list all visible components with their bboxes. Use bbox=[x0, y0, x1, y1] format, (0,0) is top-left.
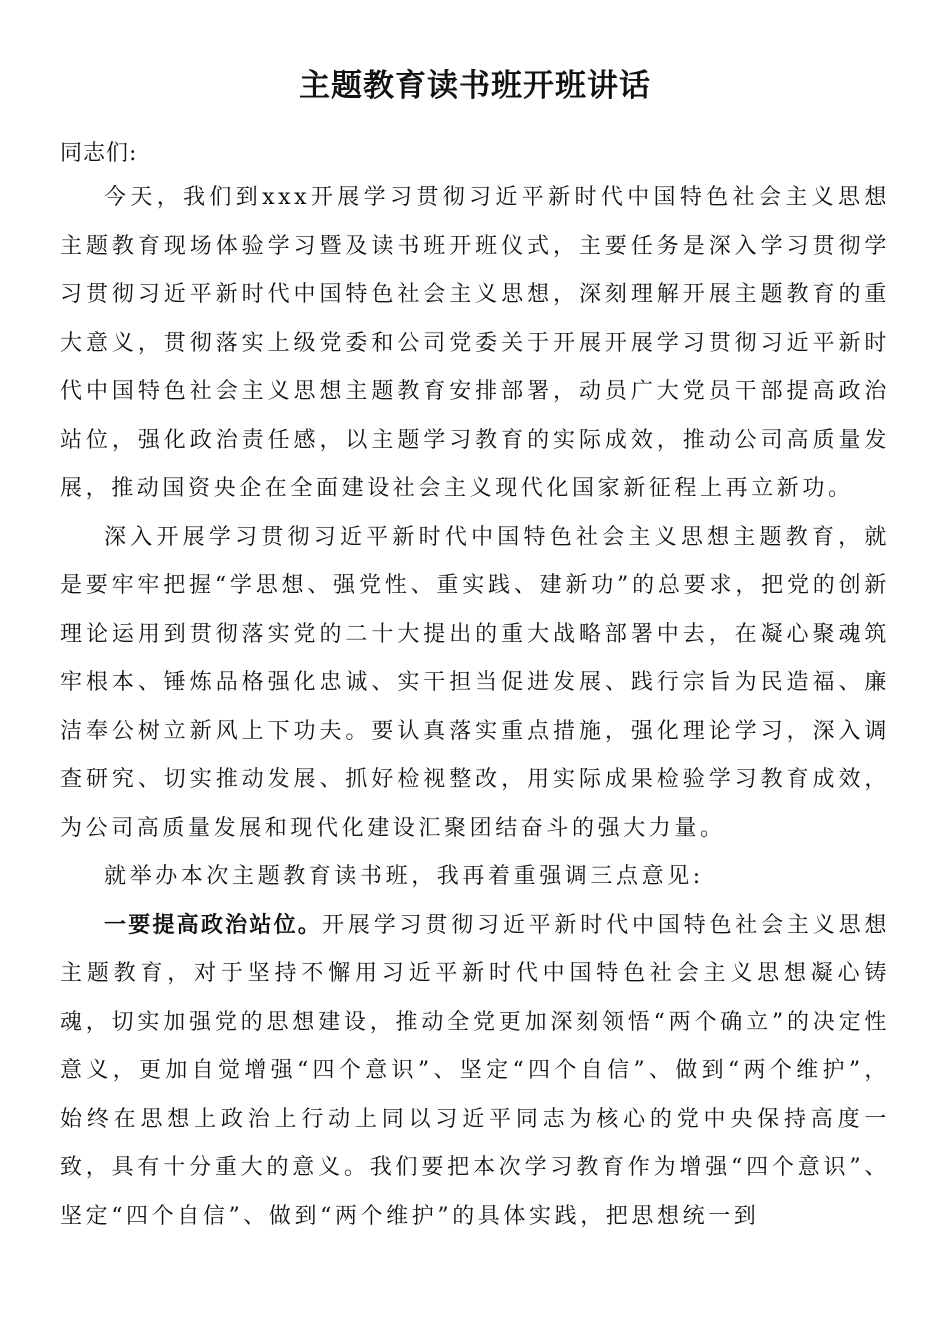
paragraph-2 bbox=[60, 514, 890, 854]
paragraph-text: 深入开展学习贯彻习近平新时代中国特色社会主义思想主题教育，就是要牢牢把握“学思想、强党性、重实践、建新功”的总要求，把党的创新理论运用到贯彻落实党的二十大提出的重大战略部署中去，在凝心聚魂筑牢根本、锤炼品格强化忠诚、实干担当促进发展、践行宗旨为民造福、廉洁奉公树立新风上下功夫。要认真落实重点措施，强化理论学习，深入调查研究、切实推动发展、抓好检视整改，用实际成果检验学习教育成效，为公司高质量发展和现代化建设汇聚团结奋斗的强大力量。 bbox=[60, 524, 890, 841]
paragraph-text: 开展学习贯彻习近平新时代中国特色社会主义思想主题教育，对于坚持不懈用习近平新时代中国特色社会主义思想凝心铸魂，切实加强党的思想建设，推动全党更加深刻领悟“两个确立”的决定性意义，更加自觉增强“四个意识”、坚定“四个自信”、做到“两个维护”，始终在思想上政治上行动上同以习近平同志为核心的党中央保持高度一致，具有十分重大的意义。我们要把本次学习教育作为增强“四个意识”、坚定“四个自信”、做到“两个维护”的具体实践，把思想统一到 bbox=[60, 912, 890, 1229]
paragraph-1 bbox=[60, 174, 890, 514]
paragraph-lead-heading: 一要提高政治站位。 bbox=[104, 912, 323, 938]
salutation: 同志们: bbox=[60, 141, 138, 166]
paragraph-text: 就举办本次主题教育读书班，我再着重强调三点意见: bbox=[104, 864, 704, 889]
paragraph-3 bbox=[60, 853, 890, 902]
paragraph-4 bbox=[60, 902, 890, 1242]
document-title: 主题教育读书班开班讲话 bbox=[299, 68, 651, 104]
paragraph-text: 今天，我们到xxx开展学习贯彻习近平新时代中国特色社会主义思想主题教育现场体验学习暨及读书班开班仪式，主要任务是深入学习贯彻学习贯彻习近平新时代中国特色社会主义思想，深刻理解开展主题教育的重大意义，贯彻落实上级党委和公司党委关于开展开展学习贯彻习近平新时代中国特色社会主义思想主题教育安排部署，动员广大党员干部提高政治站位，强化政治责任感，以主题学习教育的实际成效，推动公司高质量发展，推动国资央企在全面建设社会主义现代化国家新征程上再立新功。 bbox=[60, 185, 890, 501]
